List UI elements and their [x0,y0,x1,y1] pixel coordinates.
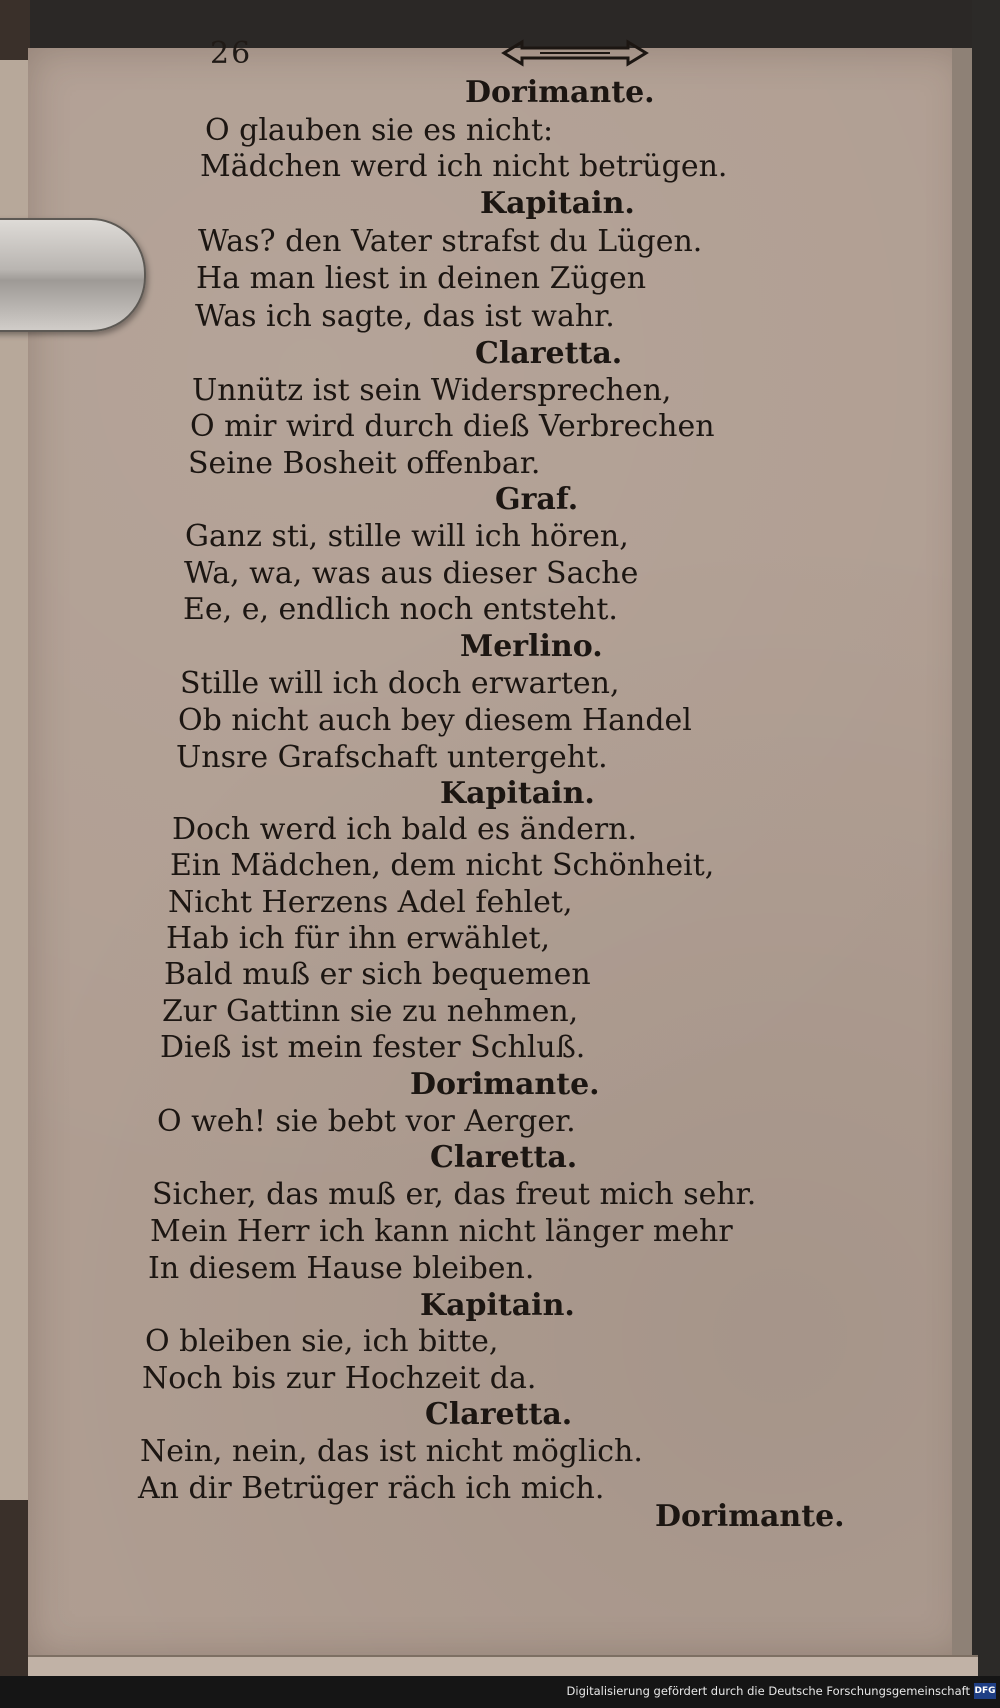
footer-bar [0,1676,1000,1708]
right-background [972,0,1000,1708]
speaker-label: Kapitain. [480,186,635,221]
ornament-icon [500,36,650,70]
verse-line: In diesem Hause bleiben. [148,1251,535,1286]
verse-line: Zur Gattinn sie zu nehmen, [162,994,579,1029]
verse-line: Stille will ich doch erwarten, [180,666,620,701]
verse-line: Wa, wa, was aus dieser Sache [184,556,639,591]
verse-line: Mein Herr ich kann nicht länger mehr [150,1214,733,1249]
speaker-label: Kapitain. [420,1288,575,1323]
page-clip [0,218,146,332]
speaker-label: Dorimante. [410,1067,600,1102]
page-fold-right [952,48,974,1668]
verse-line: Nein, nein, das ist nicht möglich. [140,1434,643,1469]
verse-line: Ganz sti, stille will ich hören, [185,519,629,554]
verse-line: Unsre Grafschaft untergeht. [176,740,608,775]
verse-line: Seine Bosheit offenbar. [188,446,541,481]
verse-line: Mädchen werd ich nicht betrügen. [200,149,728,184]
verse-line: Bald muß er sich bequemen [164,957,591,992]
verse-line: Ob nicht auch bey diesem Handel [178,703,692,738]
verse-line: Dieß ist mein fester Schluß. [160,1030,586,1065]
verse-line: Ein Mädchen, dem nicht Schönheit, [170,848,715,883]
verse-line: Ha man liest in deinen Zügen [196,261,647,296]
verse-line: O mir wird durch dieß Verbrechen [190,409,715,444]
verse-line: O weh! sie bebt vor Aerger. [157,1104,576,1139]
speaker-label: Claretta. [430,1140,578,1175]
verse-line: Doch werd ich bald es ändern. [172,812,638,847]
verse-line: Hab ich für ihn erwählet, [166,921,551,956]
speaker-label: Graf. [495,482,579,517]
speaker-label: Kapitain. [440,776,595,811]
verse-line: Noch bis zur Hochzeit da. [142,1361,537,1396]
speaker-label: Claretta. [475,336,623,371]
verse-line: Was ich sagte, das ist wahr. [195,299,615,334]
verse-line: O bleiben sie, ich bitte, [145,1324,499,1359]
speaker-label: Claretta. [425,1397,573,1432]
speaker-label: Merlino. [460,629,603,664]
catchword: Dorimante. [655,1499,845,1534]
speaker-label: Dorimante. [465,75,655,110]
page-number: 26 [210,36,253,71]
verse-line: Unnütz ist sein Widersprechen, [192,373,672,408]
verse-line: Was? den Vater strafst du Lügen. [198,224,703,259]
verse-line: An dir Betrüger räch ich mich. [138,1471,605,1506]
verse-line: O glauben sie es nicht: [205,113,554,148]
verse-line: Nicht Herzens Adel fehlet, [168,885,573,920]
dfg-logo-icon: DFG [974,1683,996,1699]
footer-credit: Digitalisierung gefördert durch die Deutsche Forschungsgemeinschaft [566,1684,970,1698]
verse-line: Sicher, das muß er, das freut mich sehr. [152,1177,757,1212]
verse-line: Ee, e, endlich noch entsteht. [183,592,618,627]
